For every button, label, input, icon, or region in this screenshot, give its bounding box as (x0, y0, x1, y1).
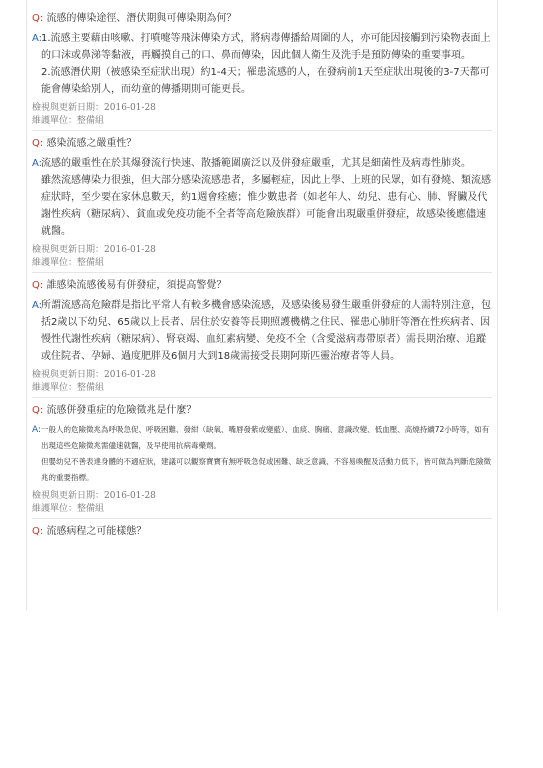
update-date-value: 2016-01-28 (104, 491, 156, 501)
answer-marker: A: (32, 425, 42, 435)
question-marker: Q: (32, 526, 44, 537)
maintainer-line (32, 115, 492, 128)
divider (32, 518, 492, 519)
update-date-label: 檢視與更新日期： (32, 103, 105, 113)
question-text: 感染流感之嚴重性？ (46, 138, 137, 149)
answer-paragraph: 1.流感主要藉由咳嗽、打噴嚏等飛沫傳染方式，將病毒傳播給周圍的人，亦可能因接觸到污染物表面上的口沫或鼻涕等黏液，再觸摸自己的口、鼻而傳染，因此個人衛生及洗手是預防傳染的重要事項。 (41, 33, 491, 61)
answer-paragraph: 但嬰幼兒不善表達身體的不適症狀，建議可以觀察寶寶有無呼吸急促或困難、缺乏意識、不容易喚醒及活動力低下，皆可做為判斷危險徵兆的重要指標。 (41, 457, 491, 482)
faq-item (32, 279, 492, 398)
faq-answer (32, 155, 492, 240)
maintainer-value: 整備組 (77, 383, 105, 393)
update-date-line (32, 244, 492, 257)
faq-list (32, 12, 492, 539)
update-date-line (32, 490, 492, 503)
faq-answer (32, 30, 492, 98)
update-date-label: 檢視與更新日期： (32, 491, 105, 501)
maintainer-label: 維護單位： (32, 258, 78, 268)
maintainer-value: 整備組 (77, 504, 105, 514)
faq-question[interactable] (32, 279, 492, 293)
answer-marker: A: (32, 33, 43, 44)
question-marker: Q: (32, 13, 44, 24)
faq-meta (32, 244, 492, 270)
answer-paragraph: 所謂流感高危險群是指比平常人有較多機會感染流感，及感染後易發生嚴重併發症的人需特別注意，包括2歲以下幼兒、65歲以上長者、居住於安養等長期照護機構之住民、罹患心肺肝等潛在性疾病者、因慢性代謝性疾病（糖尿病）、腎衰竭、血紅素病變、免疫不全（含愛滋病毒帶原者）需長期治療、追蹤或住院者、孕婦、過度肥胖及6個月大到18歲需接受長期阿斯匹靈治療者等人員。 (41, 300, 491, 362)
question-marker: Q: (32, 138, 44, 149)
faq-question[interactable] (32, 12, 492, 26)
faq-answer (32, 297, 492, 365)
faq-item (32, 137, 492, 273)
answer-marker: A: (32, 158, 43, 169)
question-marker: Q: (32, 280, 44, 291)
answer-paragraph: 一般人的危險徵兆為呼吸急促、呼吸困難、發紺（缺氧、嘴唇發紫或變藍）、血痰、胸痛、意識改變、低血壓、高燒持續72小時等，如有出現這些危險徵兆需儘速就醫，及早使用抗病毒藥劑。 (41, 425, 490, 450)
update-date-line (32, 369, 492, 382)
question-marker: Q: (32, 405, 44, 416)
update-date-line (32, 102, 492, 115)
maintainer-line (32, 257, 492, 270)
faq-item (32, 404, 492, 519)
answer-paragraph: 雖然流感傳染力很強，但大部分感染流感患者，多屬輕症，因此上學、上班的民眾，如有發燒、類流感症狀時，至少要在家休息數天，約1週會痊癒；惟少數患者（如老年人、幼兒、患有心、肺、腎臟及代謝性疾病（糖尿病）、貧血或免疫功能不全者等高危險族群）可能會出現嚴重併發症，故感染後應儘速就醫。 (41, 175, 491, 237)
faq-meta (32, 102, 492, 128)
question-text: 流感病程之可能樣態？ (46, 526, 147, 537)
update-date-value: 2016-01-28 (104, 245, 156, 255)
question-text: 流感的傳染途徑、潛伏期與可傳染期為何？ (46, 13, 237, 24)
question-text: 誰感染流感後易有併發症，須提高警覺？ (46, 280, 227, 291)
faq-item (32, 12, 492, 131)
divider (32, 272, 492, 273)
right-border (497, 0, 498, 610)
divider (32, 397, 492, 398)
maintainer-line (32, 503, 492, 516)
update-date-value: 2016-01-28 (104, 103, 156, 113)
update-date-value: 2016-01-28 (104, 370, 156, 380)
divider (32, 130, 492, 131)
maintainer-label: 維護單位： (32, 504, 78, 514)
faq-meta (32, 490, 492, 516)
faq-question[interactable] (32, 137, 492, 151)
maintainer-line (32, 382, 492, 395)
maintainer-label: 維護單位： (32, 383, 78, 393)
faq-question[interactable] (32, 525, 492, 539)
question-text: 流感併發重症的危險徵兆是什麼？ (46, 405, 197, 416)
update-date-label: 檢視與更新日期： (32, 370, 105, 380)
faq-item (32, 525, 492, 539)
answer-paragraph: 流感的嚴重性在於其爆發流行快速、散播範圍廣泛以及併發症嚴重，尤其是細菌性及病毒性肺炎。 (41, 158, 471, 169)
faq-meta (32, 369, 492, 395)
answer-marker: A: (32, 300, 43, 311)
update-date-label: 檢視與更新日期： (32, 245, 105, 255)
maintainer-value: 整備組 (77, 258, 105, 268)
faq-answer (32, 422, 492, 486)
faq-question[interactable] (32, 404, 492, 418)
left-border (26, 0, 27, 610)
maintainer-value: 整備組 (77, 116, 105, 126)
maintainer-label: 維護單位： (32, 116, 78, 126)
answer-paragraph: 2.流感潛伏期（被感染至症狀出現）約1-4天；罹患流感的人，在發病前1天至症狀出現後的3-7天都可能會傳染給別人，而幼童的傳播期則可能更長。 (41, 67, 490, 95)
